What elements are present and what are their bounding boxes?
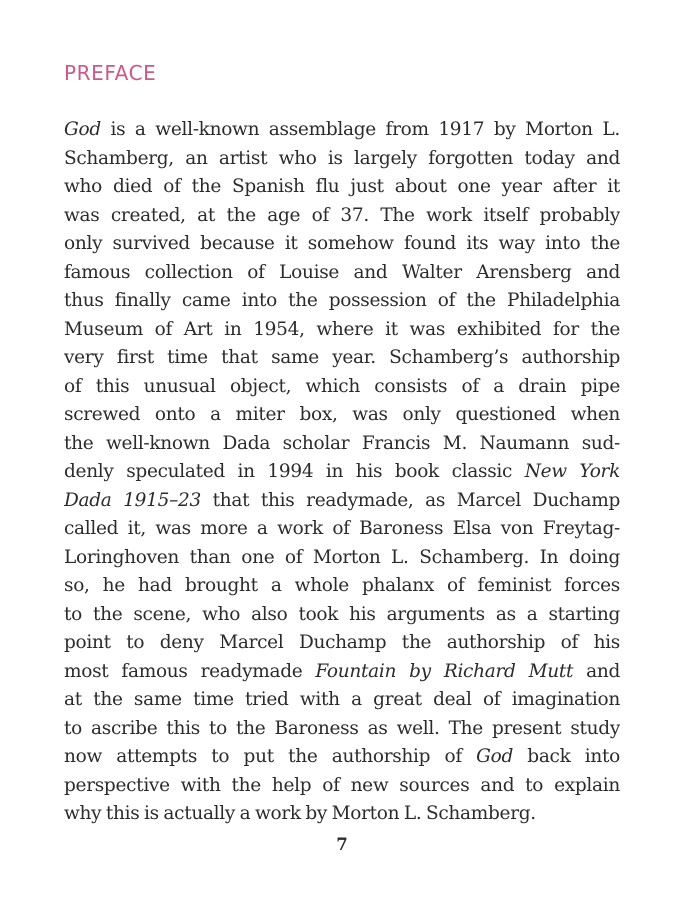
paragraph-line bbox=[64, 487, 620, 516]
text-segment: the well-known Dada scholar Francis M. Naumann sud- bbox=[64, 432, 620, 454]
text-segment: screwed onto a miter box, was only questioned when bbox=[64, 404, 620, 425]
paragraph-line bbox=[64, 344, 620, 373]
paragraph-line bbox=[64, 145, 620, 174]
text-segment: to the scene, who also took his arguments as a starting bbox=[64, 603, 620, 625]
page-number: 7 bbox=[336, 835, 348, 854]
paragraph-line bbox=[64, 743, 620, 772]
paragraph-line bbox=[64, 202, 620, 231]
text-segment: Schamberg, an artist who is largely forgotten today and bbox=[64, 147, 620, 169]
italic-text-segment: God bbox=[476, 746, 513, 767]
paragraph-line bbox=[64, 173, 620, 202]
paragraph-line bbox=[64, 230, 620, 259]
text-segment: most famous readymade bbox=[64, 660, 316, 682]
text-segment: famous collection of Louise and Walter Arensberg and bbox=[64, 261, 620, 283]
italic-text-segment: Fountain by Richard Mutt bbox=[315, 660, 574, 682]
text-segment: now attempts to put the authorship of bbox=[64, 746, 477, 767]
italic-text-segment: New York bbox=[524, 461, 620, 482]
text-segment: why this is actually a work by Morton L. Schamberg. bbox=[64, 803, 536, 824]
text-segment: only survived because it somehow found its way into the bbox=[64, 233, 620, 254]
italic-text-segment: God bbox=[64, 119, 101, 140]
text-segment: and bbox=[573, 660, 620, 682]
paragraph-line bbox=[64, 458, 620, 487]
paragraph-line bbox=[64, 800, 620, 829]
text-segment: who died of the Spanish flu just about one year after it bbox=[64, 176, 620, 197]
text-segment: at the same time tried with a great deal of imagination bbox=[64, 689, 620, 710]
text-segment: that this readymade, as Marcel Duchamp bbox=[200, 489, 620, 511]
paragraph-line bbox=[64, 686, 620, 715]
paragraph-line bbox=[64, 572, 620, 601]
preface-heading: PREFACE bbox=[64, 61, 157, 85]
paragraph-line bbox=[64, 658, 620, 687]
paragraph-line bbox=[64, 373, 620, 402]
text-segment: Loringhoven than one of Morton L. Schamberg. In doing bbox=[64, 546, 620, 568]
text-segment: perspective with the help of new sources and to explain bbox=[64, 774, 620, 796]
paragraph-line bbox=[64, 316, 620, 345]
text-segment: was created, at the age of 37. The work itself probably bbox=[64, 204, 620, 226]
paragraph-line bbox=[64, 401, 620, 430]
text-segment: so, he had brought a whole phalanx of feminist forces bbox=[64, 575, 620, 596]
text-segment: of this unusual object, which consists of a drain pipe bbox=[64, 375, 620, 397]
text-segment: point to deny Marcel Duchamp the authorship of his bbox=[64, 632, 620, 653]
paragraph-line bbox=[64, 544, 620, 573]
text-segment: very first time that same year. Schamberg’s authorship bbox=[64, 347, 620, 368]
text-segment: thus finally came into the possession of the Philadelphia bbox=[64, 290, 620, 311]
paragraph-line bbox=[64, 515, 620, 544]
preface-paragraph bbox=[64, 116, 620, 829]
paragraph-line bbox=[64, 259, 620, 288]
paragraph-line bbox=[64, 629, 620, 658]
text-segment: denly speculated in 1994 in his book classic bbox=[64, 461, 525, 482]
text-segment: called it, was more a work of Baroness Elsa von Freytag- bbox=[64, 518, 620, 539]
paragraph-line bbox=[64, 287, 620, 316]
paragraph-line bbox=[64, 715, 620, 744]
text-segment: Museum of Art in 1954, where it was exhibited for the bbox=[64, 318, 620, 340]
paragraph-line bbox=[64, 116, 620, 145]
paragraph-line bbox=[64, 772, 620, 801]
paragraph-line bbox=[64, 430, 620, 459]
text-segment: to ascribe this to the Baroness as well. The present study bbox=[64, 717, 620, 739]
paragraph-line bbox=[64, 601, 620, 630]
italic-text-segment: Dada 1915–23 bbox=[64, 489, 201, 511]
text-segment: back into bbox=[513, 746, 620, 767]
text-segment: is a well-known assemblage from 1917 by Morton L. bbox=[100, 119, 620, 140]
